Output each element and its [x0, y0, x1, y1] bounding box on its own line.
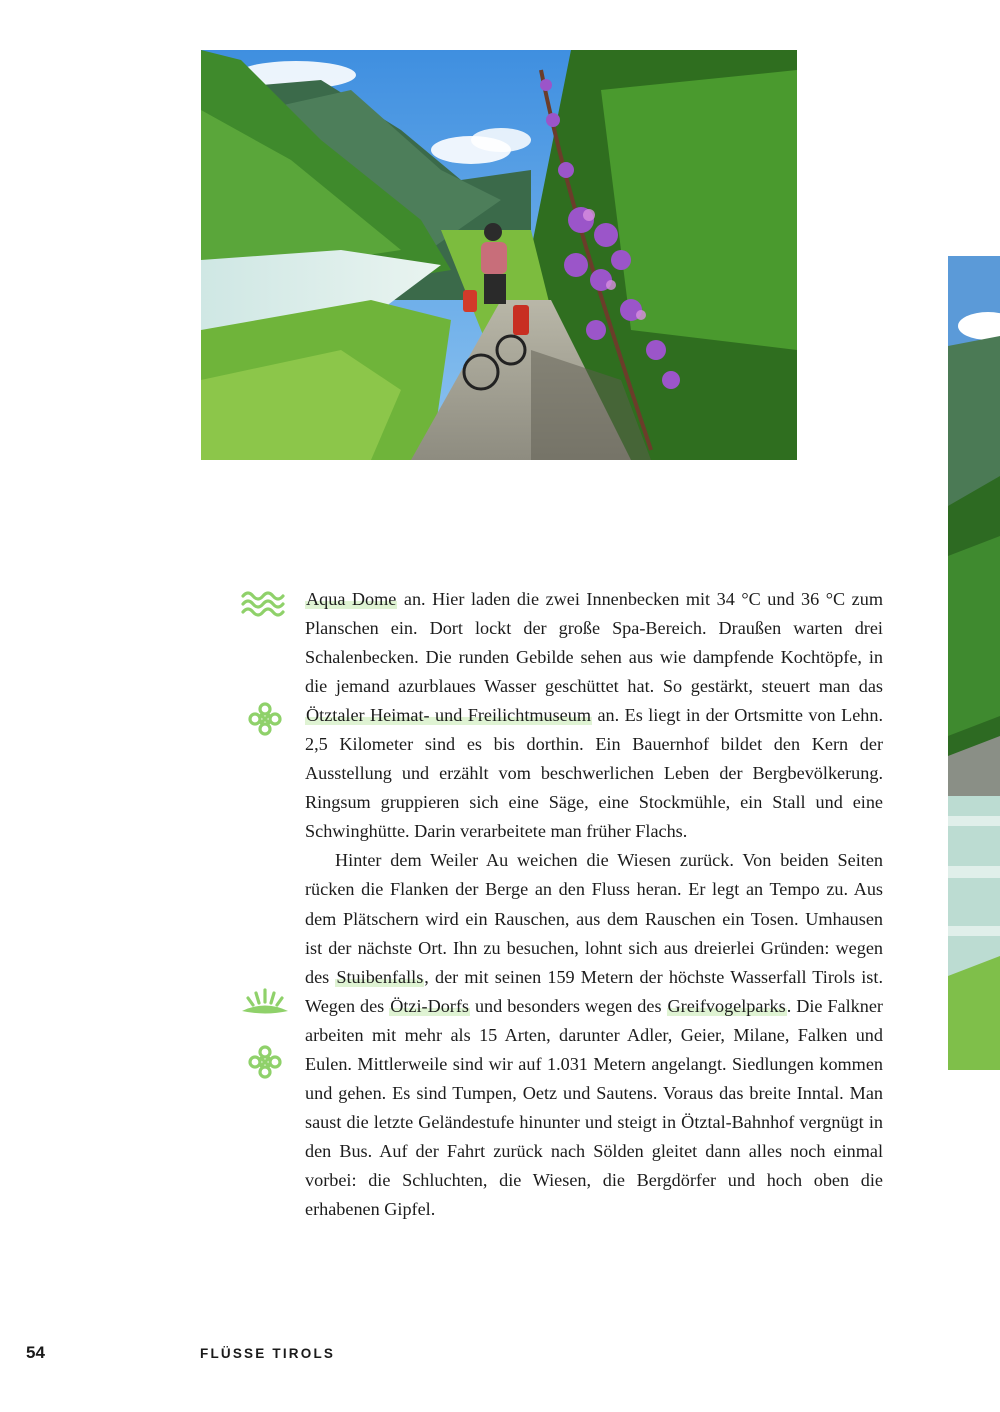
paragraph: [305, 585, 883, 846]
facing-page-photo: [948, 256, 1000, 1070]
place-highlight: Stuibenfalls: [336, 966, 424, 987]
knot-icon: [240, 1042, 290, 1082]
text-run: an. Es liegt in der Ortsmitte von Lehn. 2,5 Kilometer sind es bis dorthin. Ein Bauernhof bildet den Kern der Ausstellung und erzählt vom beschwerlichen Leben der Bergbevölkerung. Ringsum gruppieren sich eine Säge, eine Stockmühle, ein Stall und eine Schwinghütte. Darin verarbeitete man früher Flachs.: [305, 705, 883, 842]
sunburst-icon: [240, 984, 290, 1024]
cyclist-photo-illustration: [201, 50, 797, 460]
cyclist-photo: [201, 50, 797, 460]
waves-icon: [240, 583, 290, 623]
place-highlight: Ötzi-Dorfs: [390, 995, 469, 1016]
paragraph: [305, 846, 883, 1224]
facing-page-photo-illustration: [948, 256, 1000, 1070]
text-run: Hinter dem Weiler Au weichen die Wiesen zurück. Von beiden Seiten rücken die Flanken der Berge an den Fluss heran. Er legt an Tempo zu. Aus dem Plätschern wird ein Rauschen, aus dem Rauschen ein Tosen. Umhausen ist der nächste Ort. Ihn zu besuchen, lohnt sich aus dreierlei Gründen: wegen des: [305, 850, 883, 987]
text-run: . Die Falkner arbeiten mit mehr als 15 Arten, darunter Adler, Geier, Milane, Falken und Eulen. Mittlerweile sind wir auf 1.031 Metern angelangt. Siedlungen kommen und gehen. Es sind Tumpen, Oetz und Sautens. Voraus das breite Inntal. Man saust die letzte Geländestufe hinunter und steigt in Ötztal-Bahnhof vergnügt in den Bus. Auf der Fahrt zurück nach Sölden gleitet dann alles noch einmal vorbei: die Schluchten, die Wiesen, die Bergdörfer und hoch oben die erhabenen Gipfel.: [305, 995, 883, 1219]
place-highlight: Greifvogelparks: [667, 995, 786, 1016]
knot-icon-graphic: [240, 699, 290, 739]
sunburst-icon-graphic: [240, 984, 290, 1024]
text-run: an. Hier laden die zwei Innenbecken mit 34 °C und 36 °C zum Planschen ein. Dort lockt der große Spa-Bereich. Draußen warten drei Schalenbecken. Die runden Gebilde sehen aus wie dampfende Kochtöpfe, in die jemand azurblaues Wasser geschüttet hat. So gestärkt, steuert man das: [305, 589, 883, 697]
place-highlight: Aqua Dome: [306, 589, 397, 609]
text-run: und besonders wegen des: [470, 995, 667, 1016]
knot-icon: [240, 699, 290, 739]
knot-icon-graphic: [240, 1042, 290, 1082]
body-text: [305, 585, 883, 1224]
waves-icon-graphic: [240, 583, 290, 623]
page-number: 54: [26, 1343, 45, 1362]
text-run: , der mit seinen 159 Metern der höchste Wasserfall Tirols ist. Wegen des: [305, 966, 883, 1016]
place-highlight: Ötztaler Heimat- und Freilichtmuseum: [306, 705, 592, 726]
running-title: FLÜSSE TIROLS: [200, 1346, 336, 1361]
